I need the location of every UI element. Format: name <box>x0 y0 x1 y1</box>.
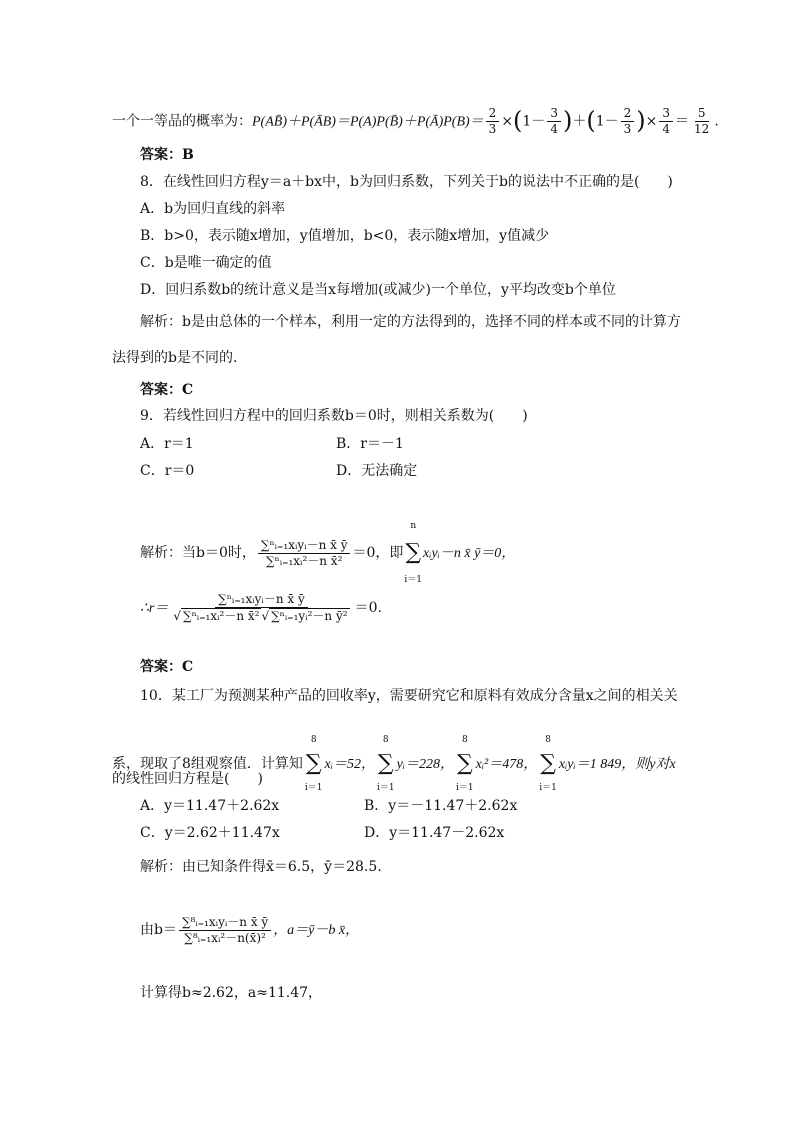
q7-fraction-3: $\frac{2}{3}$ <box>621 106 635 137</box>
q8-option-c: C．b是唯一确定的值 <box>140 255 272 271</box>
sigma-icon: ∑ <box>405 540 422 565</box>
q9-stem: 9．若线性回归方程中的回归系数b＝0时，则相关系数为( ) <box>140 408 528 424</box>
q8-option-a: A．b为回归直线的斜率 <box>140 201 286 217</box>
q7-fraction-1: $\frac{2}{3}$ <box>486 106 500 137</box>
q7-fraction-2: $\frac{3}{4}$ <box>547 106 561 137</box>
q9-answer: 答案：C <box>140 659 194 675</box>
q7-formula: P(AB̄)＋P(ĀB)＝P(A)P(B̄)＋P(Ā)P(B)＝ <box>252 114 484 130</box>
q8-answer: 答案：C <box>140 382 194 398</box>
q7-answer: 答案：B <box>140 147 194 163</box>
q7-fraction-5: $\frac{5}{12}$ <box>694 106 710 136</box>
q9-option-c: C．r＝0 <box>140 463 195 479</box>
q10-stem-line-3: 的线性回归方程是( ) <box>112 771 263 787</box>
q10-b-fraction: $\frac{\text{∑⁸ᵢ₌₁xᵢyᵢ－n x̄ ȳ}}{\text{∑⁸ᵢ₌₁xᵢ²－n(x̄)²}}$ <box>179 915 271 946</box>
q7-fraction-4: $\frac{3}{4}$ <box>659 106 673 137</box>
sigma-icon: ∑ <box>540 751 556 776</box>
q7-solution-line: 一个一等品的概率为：P(AB̄)＋P(ĀB)＝P(A)P(B̄)＋P(Ā)P(B)＝ $\frac{2}{3}$ ×(1－ $\frac{3}{4}$ )＋(1－ $\frac{2}{3}$ )× $\frac{3}{4}$ ＝ $\frac{5}{12}$ . <box>112 106 719 136</box>
q7-solution-lead: 一个一等品的概率为： <box>112 113 252 130</box>
q8-stem: 8．在线性回归方程y＝a＋bx中，b为回归系数，下列关于b的说法中不正确的是( ) <box>140 174 673 190</box>
q10-option-a: A．y＝11.47＋2.62x <box>140 798 280 814</box>
q10-option-b: B．y＝－11.47＋2.62x <box>364 798 518 814</box>
sigma-icon: ∑ <box>305 751 322 776</box>
q10-stem-line-1: 10．某工厂为预测某种产品的回收率y，需要研究它和原料有效成分含量x之间的相关关 <box>140 688 678 704</box>
q9-solution-line-1: 解析：当b＝0时， $\frac{\text{∑ⁿᵢ₌₁xᵢyᵢ－n x̄ ȳ}}{\text{∑ⁿᵢ₌₁xᵢ²－n x̄²}}$ ＝0，即 n ∑ i＝1 xᵢyᵢ－n x̄ ȳ＝0， <box>140 508 515 598</box>
q10-sum-1: 8 ∑ i＝1 <box>304 735 323 793</box>
q10-sum-3: 8 ∑ i＝1 <box>456 735 474 793</box>
q10-solution-line-3: 计算得b≈2.62，a≈11.47， <box>140 985 323 1001</box>
q8-solution-line-2: 法得到的b是不同的． <box>112 350 247 366</box>
sigma-icon: ∑ <box>456 751 473 776</box>
q9-option-b: B．r＝－1 <box>336 436 404 452</box>
q9-option-a: A．r＝1 <box>140 436 194 452</box>
q9-solution-line-2: ∴r＝ $\frac{\text{∑ⁿᵢ₌₁xᵢyᵢ－n x̄ ȳ}}{\text{√ ∑ⁿᵢ₌₁xᵢ²－n x̄² √ ∑ⁿᵢ₌₁yᵢ²－n ȳ²}}$ ＝0. <box>140 592 382 623</box>
q8-solution-line-1: 解析：b是由总体的一个样本，利用一定的方法得到的，选择不同的样本或不同的计算方 <box>140 314 681 330</box>
q9-fraction: $\frac{\text{∑ⁿᵢ₌₁xᵢyᵢ－n x̄ ȳ}}{\text{∑ⁿᵢ₌₁xᵢ²－n x̄²}}$ <box>258 538 351 569</box>
q10-sum-4: 8 ∑ i＝1 <box>539 735 557 793</box>
q9-sum: n ∑ i＝1 <box>404 521 423 585</box>
q10-sum-2: 8 ∑ i＝1 <box>376 735 395 793</box>
q10-solution-line-2: 由b＝ $\frac{\text{∑⁸ᵢ₌₁xᵢyᵢ－n x̄ ȳ}}{\text{∑⁸ᵢ₌₁xᵢ²－n(x̄)²}}$ ，a＝ȳ－b x̄， <box>140 914 360 945</box>
q10-option-c: C．y＝2.62＋11.47x <box>140 825 280 841</box>
q8-option-b: B．b>0，表示随x增加，y值增加，b<0，表示随x增加，y值减少 <box>140 228 550 244</box>
q8-option-d: D．回归系数b的统计意义是当x每增加(或减少)一个单位，y平均改变b个单位 <box>140 282 616 298</box>
q9-r-fraction: $\frac{\text{∑ⁿᵢ₌₁xᵢyᵢ－n x̄ ȳ}}{\text{√ ∑ⁿᵢ₌₁xᵢ²－n x̄² √ ∑ⁿᵢ₌₁yᵢ²－n ȳ²}}$ <box>173 592 348 623</box>
q10-stem-line-2: 系，现取了8组观察值．计算知 8 ∑ i＝1 xᵢ＝52， 8 ∑ i＝1 yᵢ＝228， 8 ∑ i＝1 xᵢ²＝478， 8 ∑ i＝1 xᵢyᵢ＝1 849，则y对x <box>112 725 676 803</box>
q10-option-d: D．y＝11.47－2.62x <box>364 825 505 841</box>
q9-option-d: D．无法确定 <box>336 463 418 479</box>
sigma-icon: ∑ <box>377 751 394 776</box>
q10-solution-line-1: 解析：由已知条件得x̄＝6.5，ȳ＝28.5. <box>140 859 382 875</box>
